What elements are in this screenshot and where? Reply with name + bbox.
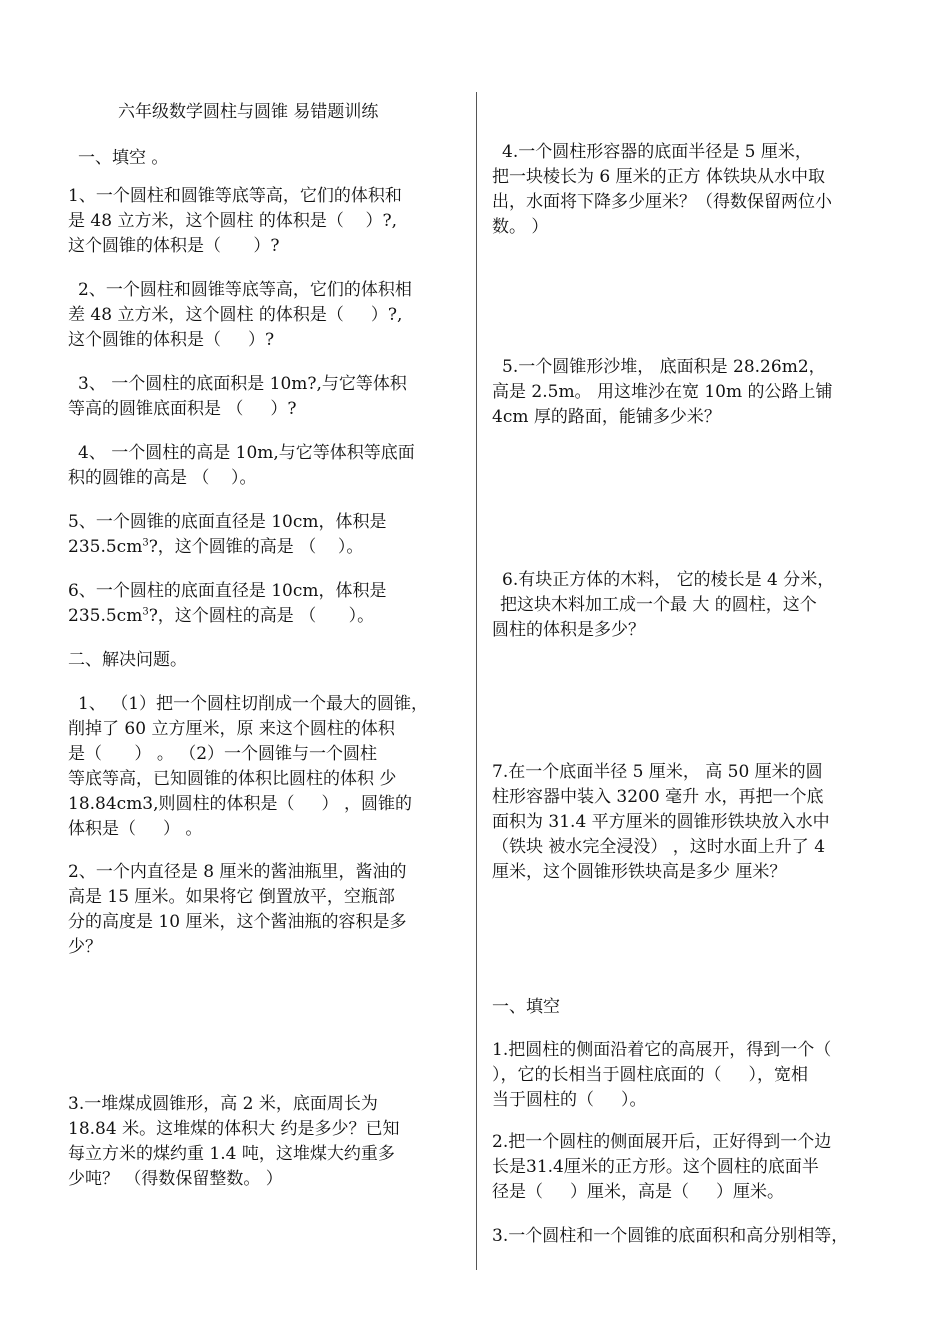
section-fill-blank-heading-2: 一、填空 <box>492 997 560 1017</box>
fill-question-3: 3.一个圆柱和一个圆锥的底面积和高分别相等， <box>492 1226 849 1246</box>
document-title: 六年级数学圆柱与圆锥 易错题训练 <box>118 102 379 122</box>
problem-2: 2、一个内直径是 8 厘米的酱油瓶里，酱油的 高是 15 厘米。如果将它 倒置放平，空瓶部 分的高度是 10 厘米，这个酱油瓶的容积是多 少？ <box>68 862 407 957</box>
problem-3: 3.一堆煤成圆锥形，高 2 米，底面周长为 18.84 米。这堆煤的体积大 约是多少？已知 每立方米的煤约重 1.4 吨，这堆煤大约重多 少吨？ （得数保留整数。 ） <box>68 1094 400 1189</box>
column-divider <box>476 92 477 1270</box>
fill-question-1: 1.把圆柱的侧面沿着它的高展开，得到一个（ ），它的长相当于圆柱底面的（ ），宽相 当于圆柱的（ ）。 <box>492 1040 832 1110</box>
problem-7: 7.在一个底面半径 5 厘米， 高 50 厘米的圆 柱形容器中装入 3200 毫升 水，再把一个底 面积为 31.4 平方厘米的圆锥形铁块放入水中 （铁块 被水完全浸没） ，这时水面上升了 4 厘米，这个圆锥形铁块高是多少 厘米？ <box>492 762 830 882</box>
question-5: 5、一个圆锥的底面直径是 10cm，体积是 $235.5cm^3$?，这个圆锥的高是 （ ）。 <box>68 512 387 557</box>
fill-question-2: 2.把一个圆柱的侧面展开后，正好得到一个边 长是31.4厘米的正方形。这个圆柱的底面半 径是（ ）厘米，高是（ ）厘米。 <box>492 1132 832 1202</box>
problem-5: 5.一个圆锥形沙堆， 底面积是 28.26m2， 高是 2.5m。 用这堆沙在宽 10m 的公路上铺 4cm 厚的路面，能铺多少米？ <box>492 357 833 427</box>
problem-6: 6.有块正方体的木料， 它的棱长是 4 分米， 把这块木料加工成一个最 大 的圆柱，这个 圆柱的体积是多少？ <box>492 570 835 640</box>
question-2: 2、一个圆柱和圆锥等底等高，它们的体积相 差 48 立方米，这个圆柱 的体积是（ ）?, 这个圆锥的体积是（ ）? <box>68 280 412 350</box>
question-4: 4、 一个圆柱的高是 10m,与它等体积等底面 积的圆锥的高是 （ ）。 <box>68 443 415 488</box>
section-fill-blank-heading: 一、填空 。 <box>78 148 169 168</box>
problem-4: 4.一个圆柱形容器的底面半径是 5 厘米， 把一块棱长为 6 厘米的正方 体铁块从水中取 出，水面将下降多少厘米？（得数保留两位小 数。 ） <box>492 142 832 237</box>
problem-1: 1、 （1）把一个圆柱切削成一个最大的圆锥， 削掉了 60 立方厘米，原 来这个圆柱的体积 是（ ） 。 （2）一个圆锥与一个圆柱 等底等高，已知圆锥的体积比圆柱的体积 少 18.84cm3,则圆柱的体积是（ ） ，圆锥的 体积是（ ） 。 <box>68 694 429 839</box>
question-3: 3、 一个圆柱的底面积是 10m?,与它等体积 等高的圆锥底面积是 （ ）? <box>68 374 407 419</box>
question-1: 1、一个圆柱和圆锥等底等高，它们的体积和 是 48 立方米，这个圆柱 的体积是（ ）?, 这个圆锥的体积是（ ）? <box>68 186 402 256</box>
section-problems-heading: 二、解决问题。 <box>68 650 187 670</box>
question-6: 6、一个圆柱的底面直径是 10cm，体积是 $235.5cm^3$?，这个圆柱的高是 （ ）。 <box>68 581 387 626</box>
